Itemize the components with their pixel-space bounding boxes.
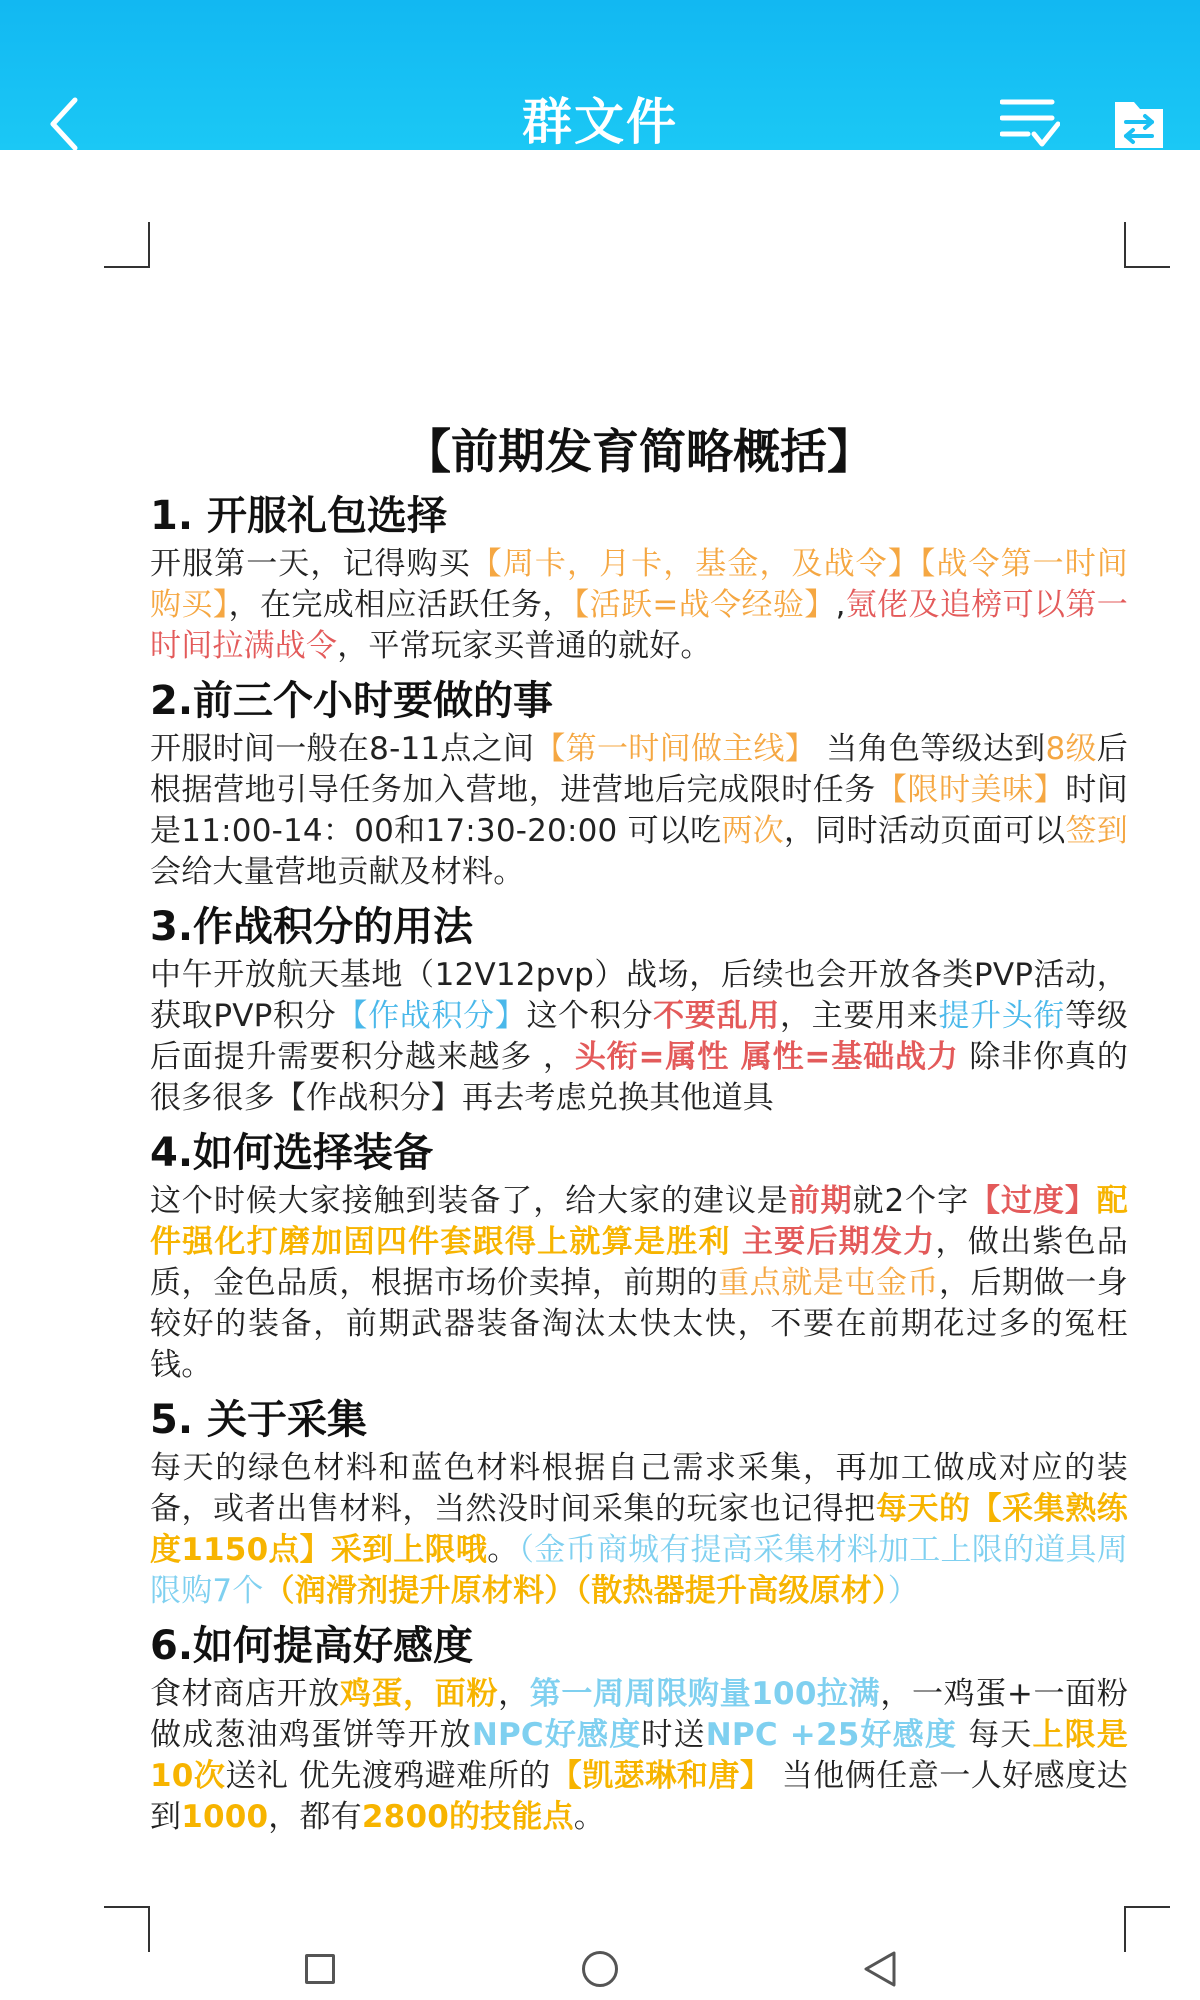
body-text: 。 bbox=[487, 1532, 519, 1568]
highlighted-text: 2800的技能点 bbox=[361, 1799, 574, 1835]
body-text: 等级后面提升需要积分越来越多 ， bbox=[150, 998, 1128, 1075]
body-text: 当他俩任意一人好感度达到 bbox=[150, 1758, 1128, 1835]
body-text: ，在完成相应活跃任务， bbox=[228, 587, 574, 623]
body-text: 这个积分 bbox=[526, 998, 654, 1034]
body-text: 中午开放航天基地（12V12pvp）战场，后续也会开放各类PVP活动，获取PVP积分 bbox=[150, 957, 1128, 1034]
system-navigation-bar bbox=[0, 1930, 1200, 2000]
page-corner-mark bbox=[104, 222, 150, 268]
body-text: 每天 bbox=[957, 1717, 1033, 1753]
section-heading: 2.前三个小时要做的事 bbox=[150, 678, 554, 724]
app-header bbox=[0, 0, 1200, 150]
highlighted-text: 8级 bbox=[1045, 731, 1097, 767]
document-title: 【前期发育简略概括】 bbox=[404, 425, 874, 480]
body-text: 除非你真的很多很多【作战积分】再去考虑兑换其他道具 bbox=[150, 1039, 1129, 1116]
body-text: 时送 bbox=[641, 1717, 706, 1753]
highlighted-text: 【凯瑟琳和唐】 bbox=[550, 1758, 772, 1794]
body-text: 每天的绿色材料和蓝色材料根据自己需求采集，再加工做成对应的装备，或者出售材料，当然没时间采集的玩家也记得把 bbox=[150, 1450, 1128, 1527]
body-text: 食材商店开放 bbox=[150, 1676, 340, 1712]
highlighted-text: 重点就是屯金币 bbox=[718, 1265, 939, 1301]
highlighted-text: NPC +25好感度 bbox=[705, 1717, 958, 1753]
body-text: ，一鸡蛋+一面粉做成葱油鸡蛋饼等开放 bbox=[150, 1676, 1129, 1753]
highlighted-text: （金币商城有提高采集材料加工上限的道具周限购7个 bbox=[150, 1532, 1129, 1609]
body-text: 开服时间一般在8-11点之间 bbox=[150, 731, 535, 767]
highlighted-text: 头衔=属性 属性=基础战力 bbox=[574, 1039, 959, 1075]
section-paragraph bbox=[150, 729, 1128, 893]
body-text: ，同时活动页面可以 bbox=[784, 813, 1066, 849]
highlighted-text: （润滑剂提升原材料）（散热器提升高级原材） bbox=[263, 1573, 888, 1609]
body-text: 。 bbox=[573, 1799, 605, 1835]
highlighted-text: NPC好感度 bbox=[471, 1717, 642, 1753]
section-heading: 5. 关于采集 bbox=[150, 1397, 367, 1443]
highlighted-text: 【作战积分】 bbox=[336, 998, 527, 1034]
highlighted-text: 鸡蛋，面粉 bbox=[339, 1676, 499, 1712]
section-paragraph bbox=[150, 955, 1128, 1119]
page-corner-mark bbox=[1124, 222, 1170, 268]
home-icon[interactable] bbox=[582, 1951, 618, 1987]
page-title: 群文件 bbox=[522, 93, 678, 151]
recent-apps-icon[interactable] bbox=[305, 1954, 335, 1984]
section-heading: 4.如何选择装备 bbox=[150, 1130, 434, 1176]
body-text: ，做出紫色品质，金色品质，根据市场价卖掉，前期的 bbox=[150, 1224, 1129, 1301]
sort-button[interactable] bbox=[1000, 94, 1060, 150]
highlighted-text: ） bbox=[887, 1573, 919, 1609]
highlighted-text: 两次 bbox=[721, 813, 784, 849]
highlighted-text: 配件强化打磨加固四件套跟得上就算是胜利 bbox=[150, 1183, 1128, 1260]
highlighted-text: 上限是10次 bbox=[150, 1717, 1129, 1794]
highlighted-text: 【周卡，月卡，基金，及战令】【战令第一时间购买】 bbox=[150, 546, 1128, 623]
body-text: 会给大量营地贡献及材料。 bbox=[150, 854, 525, 890]
highlighted-text: 【活跃=战令经验】 bbox=[573, 587, 836, 623]
back-triangle-icon[interactable] bbox=[862, 1950, 898, 1988]
sort-checklist-icon bbox=[1000, 94, 1060, 150]
body-text: 时间是11:00-14：00和17:30-20:00 可以吃 bbox=[150, 772, 1128, 849]
highlighted-text: 第一周周限购量100拉满 bbox=[529, 1676, 881, 1712]
section-paragraph bbox=[150, 1674, 1128, 1838]
section-paragraph bbox=[150, 1181, 1128, 1386]
document-sections bbox=[150, 488, 1128, 1838]
highlighted-text: 签到 bbox=[1065, 813, 1128, 849]
body-text: 当角色等级达到 bbox=[816, 731, 1046, 767]
body-text: 开服第一天，记得购买 bbox=[150, 546, 471, 582]
body-text: ，平常玩家买普通的就好。 bbox=[337, 628, 712, 664]
body-text: ， bbox=[498, 1676, 530, 1712]
highlighted-text: 【限时美味】 bbox=[875, 772, 1066, 808]
highlighted-text: 每天的【采集熟练度1150点】采到上限哦 bbox=[150, 1491, 1128, 1568]
highlighted-text: 主要后期发力 bbox=[741, 1224, 936, 1260]
body-text: 就2个字 bbox=[852, 1183, 970, 1219]
highlighted-text: 【第一时间做主线】 bbox=[534, 731, 817, 767]
export-file-icon bbox=[1112, 98, 1166, 150]
body-text: ，主要用来 bbox=[779, 998, 939, 1034]
body-text: 后根据营地引导任务加入营地，进营地后完成限时任务 bbox=[150, 731, 1128, 808]
highlighted-text: 氪佬及追榜可以第一时间拉满战令 bbox=[150, 587, 1128, 664]
highlighted-text: 提升头衔 bbox=[938, 998, 1066, 1034]
body-text: ，都有 bbox=[268, 1799, 362, 1835]
highlighted-text: 不要乱用 bbox=[653, 998, 780, 1034]
body-text: , bbox=[835, 587, 846, 623]
export-button[interactable] bbox=[1112, 98, 1166, 150]
highlighted-text: 【过度】 bbox=[969, 1183, 1097, 1219]
highlighted-text: 1000 bbox=[181, 1799, 269, 1835]
body-text: 这个时候大家接触到装备了，给大家的建议是 bbox=[150, 1183, 789, 1219]
section-heading: 1. 开服礼包选择 bbox=[150, 493, 447, 539]
document-page bbox=[150, 420, 1128, 1844]
section-paragraph bbox=[150, 544, 1128, 667]
highlighted-text: 前期 bbox=[788, 1183, 853, 1219]
section-paragraph bbox=[150, 1448, 1128, 1612]
body-text bbox=[731, 1224, 742, 1260]
section-heading: 6.如何提高好感度 bbox=[150, 1623, 474, 1669]
section-heading: 3.作战积分的用法 bbox=[150, 904, 474, 950]
body-text: 送礼 优先渡鸦避难所的 bbox=[225, 1758, 551, 1794]
body-text: ，后期做一身较好的装备，前期武器装备淘汰太快太快，不要在前期花过多的冤枉钱。 bbox=[150, 1265, 1128, 1383]
